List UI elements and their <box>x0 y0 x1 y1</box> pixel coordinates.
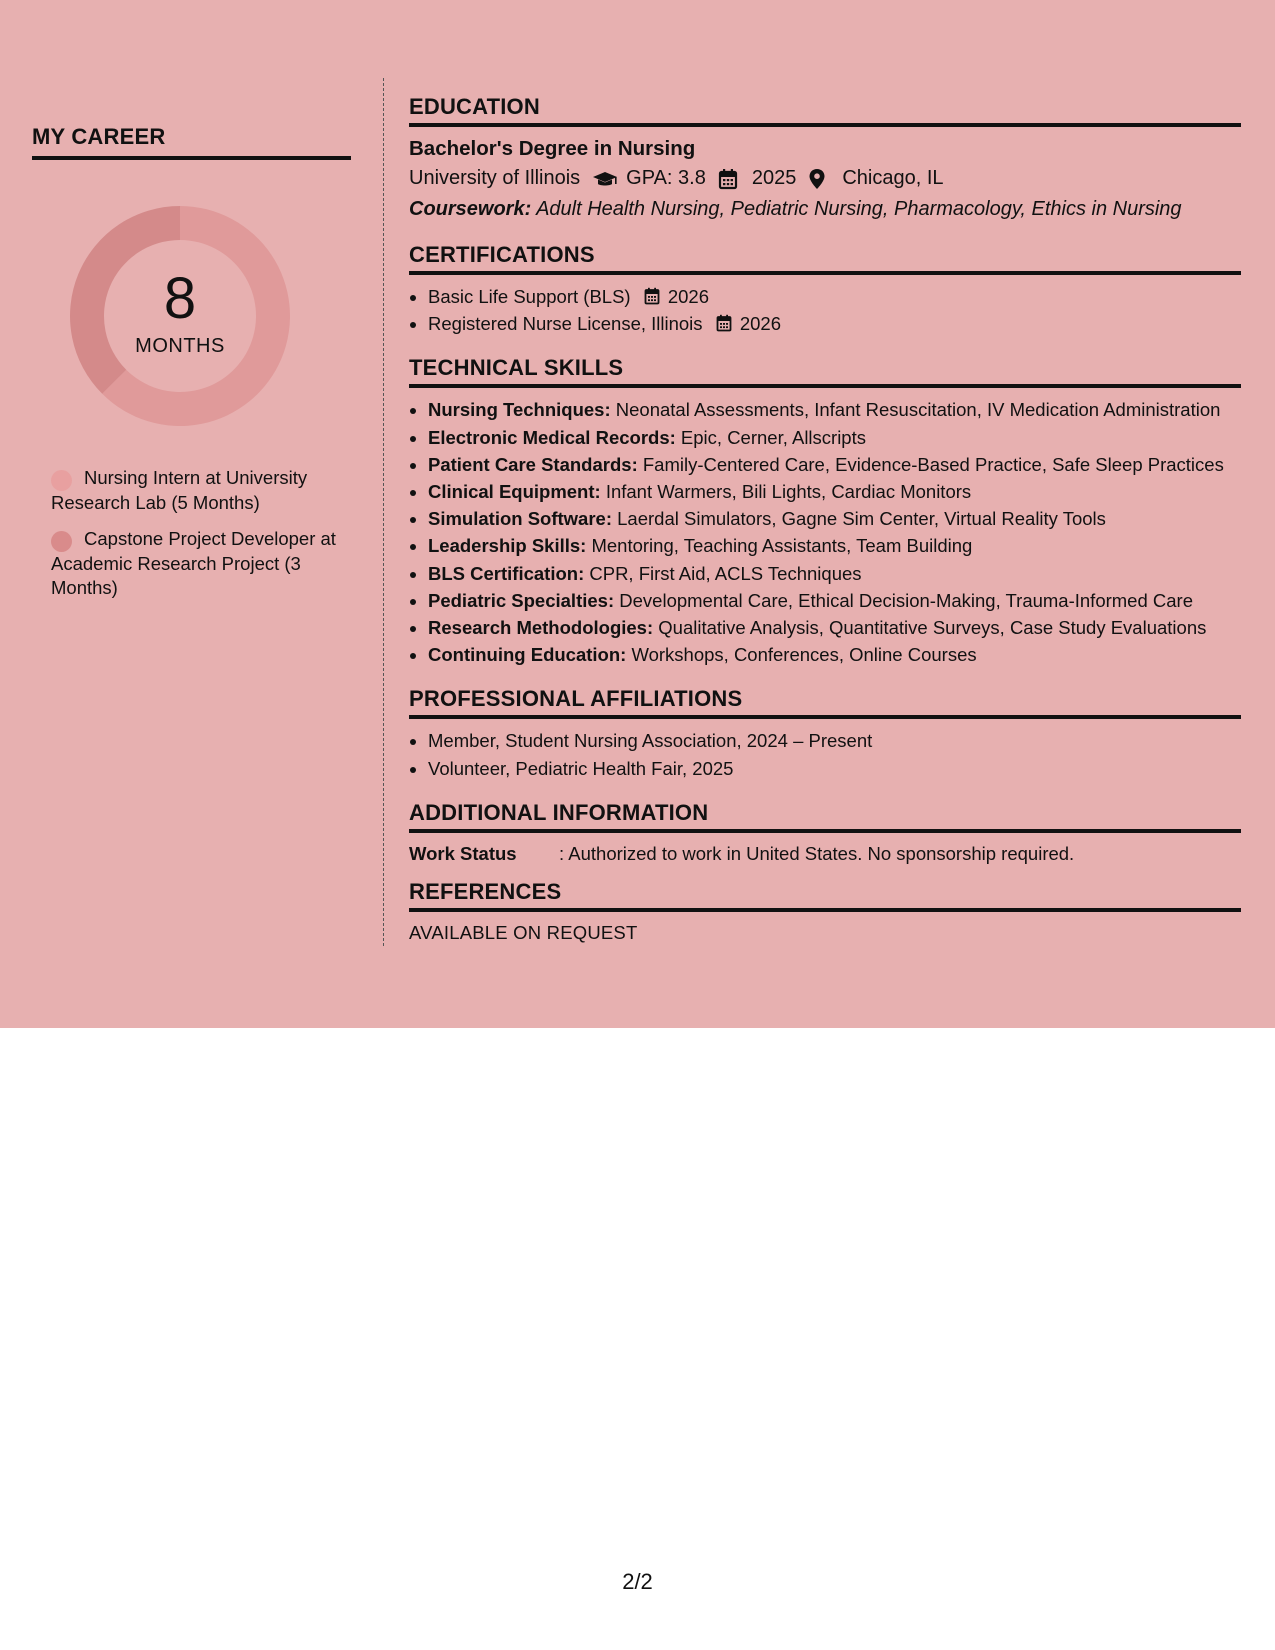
references-section <box>409 879 1241 944</box>
work-status-label: Work Status <box>409 842 517 864</box>
list-item <box>428 587 1241 614</box>
career-item <box>51 466 351 515</box>
map-pin-icon <box>808 167 832 191</box>
coursework-label: Coursework: <box>409 198 532 220</box>
list-item <box>428 560 1241 587</box>
education-heading: EDUCATION <box>409 94 1241 127</box>
list-item <box>428 614 1241 641</box>
certifications-section <box>409 242 1241 337</box>
career-item-text: Nursing Intern at University Research Lab (5 Months) <box>51 467 308 513</box>
skill-value: Workshops, Conferences, Online Courses <box>631 644 977 666</box>
career-list <box>32 466 351 601</box>
skill-label: Clinical Equipment: <box>428 481 601 503</box>
coursework <box>409 194 1241 224</box>
list-item: • Volunteer, Pediatric Health Fair, 2025 <box>428 755 1241 782</box>
calendar-icon <box>644 285 660 303</box>
donut-center <box>66 202 294 430</box>
skill-label: Research Methodologies: <box>428 617 654 639</box>
calendar-icon <box>718 167 742 191</box>
skill-label: Leadership Skills: <box>428 535 587 557</box>
skill-label: Simulation Software: <box>428 508 612 530</box>
school-location: Chicago, IL <box>842 167 944 189</box>
skills-heading: TECHNICAL SKILLS <box>409 355 1241 388</box>
legend-dot-icon <box>51 531 72 552</box>
career-total-unit: MONTHS <box>135 335 225 357</box>
affiliations-list <box>409 727 1241 781</box>
skill-value: Epic, Cerner, Allscripts <box>680 426 866 448</box>
page-number: 2/2 <box>622 1569 653 1594</box>
main-column <box>409 94 1241 962</box>
work-status <box>409 840 1241 867</box>
references-text: AVAILABLE ON REQUEST <box>409 921 638 943</box>
certification-year: 2026 <box>739 313 781 335</box>
graduation-year: 2025 <box>751 167 797 189</box>
gpa: GPA: 3.8 <box>626 167 706 189</box>
skill-value: Infant Warmers, Bili Lights, Cardiac Monitors <box>605 481 972 503</box>
skill-label: Continuing Education: <box>428 644 627 666</box>
education-section <box>409 94 1241 224</box>
list-item <box>428 451 1241 478</box>
career-total-value: 8 <box>163 266 197 331</box>
education-meta <box>409 163 1241 194</box>
certifications-list <box>409 283 1241 337</box>
skill-value: Qualitative Analysis, Quantitative Surveys, Case Study Evaluations <box>658 617 1207 639</box>
calendar-icon <box>716 312 732 330</box>
school-name: University of Illinois <box>409 167 581 189</box>
skill-label: Patient Care Standards: <box>428 453 638 475</box>
skill-value: Mentoring, Teaching Assistants, Team Building <box>591 535 973 557</box>
graduation-cap-icon <box>592 167 616 191</box>
list-item <box>428 641 1241 668</box>
skill-label: Nursing Techniques: <box>428 399 611 421</box>
certification-year: 2026 <box>667 286 710 307</box>
affiliations-heading: PROFESSIONAL AFFILIATIONS <box>409 686 1241 719</box>
additional-heading: ADDITIONAL INFORMATION <box>409 800 1241 833</box>
career-donut-chart <box>66 202 294 430</box>
skill-label: BLS Certification: <box>428 562 585 584</box>
coursework-list: Adult Health Nursing, Pediatric Nursing, Pharmacology, Ethics in Nursing <box>536 198 1182 220</box>
list-item <box>428 396 1241 423</box>
career-item <box>51 527 351 601</box>
list-item <box>428 532 1241 559</box>
skills-section <box>409 355 1241 668</box>
skill-value: Developmental Care, Ethical Decision-Making, Trauma-Informed Care <box>619 589 1194 611</box>
career-heading: MY CAREER <box>32 124 351 160</box>
list-item <box>428 310 1241 337</box>
skill-value: Laerdal Simulators, Gagne Sim Center, Virtual Reality Tools <box>617 508 1106 530</box>
skill-value: Neonatal Assessments, Infant Resuscitation, IV Medication Administration <box>615 399 1221 421</box>
certification-name: Registered Nurse License, Illinois <box>428 313 703 335</box>
skill-label: Electronic Medical Records: <box>428 426 676 448</box>
legend-dot-icon <box>51 470 72 491</box>
skill-label: Pediatric Specialties: <box>428 589 615 611</box>
list-item <box>428 478 1241 505</box>
certifications-heading: CERTIFICATIONS <box>409 242 1241 275</box>
career-column <box>32 124 351 613</box>
list-item <box>428 505 1241 532</box>
skill-value: CPR, First Aid, ACLS Techniques <box>589 562 862 584</box>
references-heading: REFERENCES <box>409 879 1241 912</box>
degree-title: Bachelor's Degree in Nursing <box>409 137 696 160</box>
skills-list <box>409 396 1241 668</box>
skill-value: Family-Centered Care, Evidence-Based Practice, Safe Sleep Practices <box>642 453 1224 475</box>
additional-section <box>409 800 1241 867</box>
career-item-text: Capstone Project Developer at Academic Research Project (3 Months) <box>51 528 336 598</box>
list-item <box>428 283 1241 310</box>
list-item: • Member, Student Nursing Association, 2024 – Present <box>428 727 1241 754</box>
affiliations-section <box>409 686 1241 781</box>
column-divider <box>383 78 384 946</box>
certification-name: Basic Life Support (BLS) <box>428 286 631 307</box>
list-item <box>428 424 1241 451</box>
work-status-value: : Authorized to work in United States. No sponsorship required. <box>559 842 1075 864</box>
